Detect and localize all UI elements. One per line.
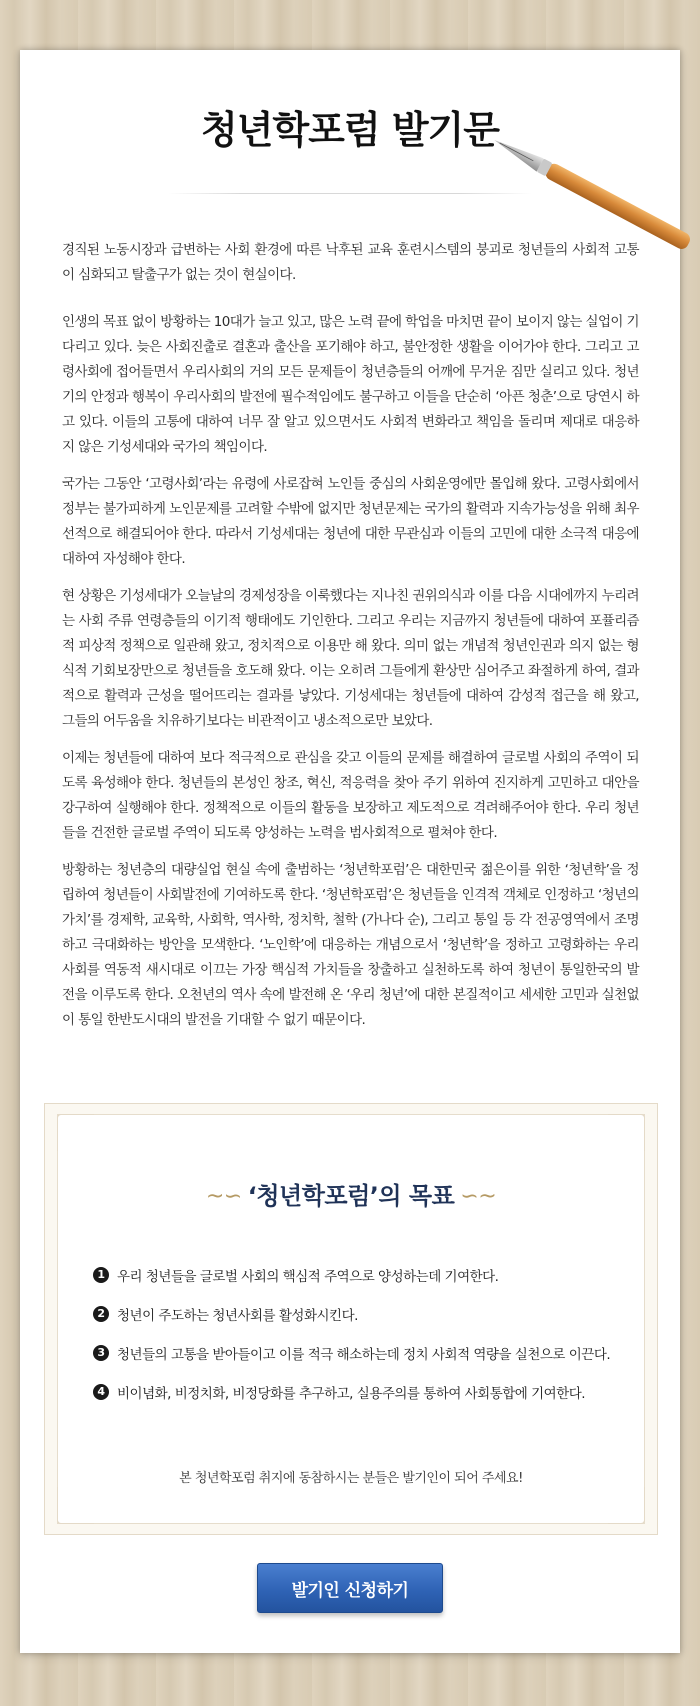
goal-text: 우리 청년들을 글로벌 사회의 핵심적 주역으로 양성하는데 기여한다. [117, 1268, 499, 1285]
goal-item [93, 1294, 613, 1333]
page-title: 청년학포럼 발기문 [201, 108, 499, 152]
declaration-body [62, 238, 639, 1045]
paragraph: 경직된 노동시장과 급변하는 사회 환경에 따른 낙후된 교육 훈련시스템의 붕괴로 청년들의 사회적 고통이 심화되고 탈출구가 없는 것이 현실이다. [62, 242, 639, 283]
goal-number-badge: 1 [93, 1267, 109, 1283]
corner-ornament [608, 1114, 645, 1151]
goal-item [93, 1255, 613, 1294]
swirl-ornament-icon: ∽~ [460, 1184, 497, 1209]
goal-number-badge: 2 [93, 1306, 109, 1322]
goal-number-badge: 4 [93, 1384, 109, 1400]
apply-founder-button[interactable]: 발기인 신청하기 [257, 1563, 443, 1613]
corner-ornament [608, 1487, 645, 1524]
corner-ornament [57, 1487, 94, 1524]
goal-text: 비이념화, 비정치화, 비정당화를 추구하고, 실용주의를 통하여 사회통합에 기여한다. [117, 1385, 586, 1402]
paragraph: 인생의 목표 없이 방황하는 10대가 늘고 있고, 많은 노력 끝에 학업을 마치면 끝이 보이지 않는 실업이 기다리고 있다. 늦은 사회진출로 결혼과 출산을 포기해야 하고, 불안정한 생활을 이어가야 한다. 그리고 고령사회에 접어들면서 우리사회의 거의 모든 문제들이 청년층들의 어깨에 무거운 짐만 실리고 있다. 청년기의 안정과 행복이 우리사회의 발전에 필수적임에도 불구하고 이들을 단순히 ‘아픈 청춘’으로 당연시 하고 있다. 이들의 고통에 대하여 너무 잘 알고 있으면서도 사회적 변화라고 책임을 돌리며 제대로 대응하지 않은 기성세대와 국가의 책임이다. [62, 314, 639, 455]
corner-ornament [57, 1114, 94, 1151]
paragraph: 현 상황은 기성세대가 오늘날의 경제성장을 이룩했다는 지나친 권위의식과 이를 다음 시대에까지 누리려는 사회 주류 연령층들의 이기적 행태에도 기인한다. 그리고 우리는 지금까지 청년들에 대하여 포퓰리즘적 피상적 정책으로 일관해 왔고, 정치적으로 이용만 해 왔다. 의미 없는 개념적 청년인권과 의지 없는 형식적 기회보장만으로 청년들을 호도해 왔다. 이는 오히려 그들에게 환상만 심어주고 좌절하게 하여, 결과적으로 활력과 근성을 떨어뜨리는 결과를 낳았다. 기성세대는 청년들에 대하여 감성적 접근을 해 왔고, 그들의 어두움을 치유하기보다는 비관적이고 냉소적으로만 보았다. [62, 588, 639, 729]
title-divider [168, 193, 532, 194]
paragraph: 국가는 그동안 ‘고령사회’라는 유령에 사로잡혀 노인들 중심의 사회운영에만 몰입해 왔다. 고령사회에서 정부는 불가피하게 노인문제를 고려할 수밖에 없지만 청년문제는 국가의 활력과 지속가능성을 위해 최우선적으로 해결되어야 한다. 따라서 기성세대는 청년에 대한 무관심과 이들의 고민에 대한 소극적 대응에 대하여 자성해야 한다. [62, 476, 639, 567]
invitation-note: 본 청년학포럼 취지에 동참하시는 분들은 발기인이 되어 주세요! [179, 1471, 523, 1486]
goals-heading-text: ‘청년학포럼’의 목표 [247, 1182, 455, 1210]
paragraph: 방황하는 청년층의 대량실업 현실 속에 출범하는 ‘청년학포럼’은 대한민국 젊은이를 위한 ‘청년학’을 정립하여 청년들이 사회발전에 기여하도록 한다. ‘청년학포럼’은 청년들을 인격적 객체로 인정하고 ‘청년의 가치’를 경제학, 교육학, 사회학, 역사학, 정치학, 철학 (가나다 순), 그리고 통일 등 각 전공영역에서 조명하고 극대화하는 방안을 모색한다. ‘노인학’에 대응하는 개념으로서 ‘청년학’을 정하고 고령화하는 우리사회를 역동적 새시대로 이끄는 가장 핵심적 가치들을 창출하고 실천하도록 하여 청년이 통일한국의 발전을 이루도록 한다. 오천년의 역사 속에 발전해 온 ‘우리 청년’에 대한 본질적이고 세세한 고민과 실천없이 통일 한반도시대의 발전을 기대할 수 없기 때문이다. [62, 862, 639, 1028]
goal-item [93, 1333, 613, 1372]
goal-text: 청년이 주도하는 청년사회를 활성화시킨다. [117, 1307, 358, 1324]
paragraph: 이제는 청년들에 대하여 보다 적극적으로 관심을 갖고 이들의 문제를 해결하여 글로벌 사회의 주역이 되도록 육성해야 한다. 청년들의 본성인 창조, 혁신, 적응력을 찾아 주기 위하여 진지하게 고민하고 대안을 강구하여 실행해야 한다. 정책적으로 이들의 활동을 보장하고 제도적으로 격려해주어야 한다. 우리 청년들을 건전한 글로벌 주역이 되도록 양성하는 노력을 범사회적으로 펼쳐야 한다. [62, 750, 639, 841]
fountain-pen-icon [488, 138, 700, 250]
goals-list [93, 1255, 613, 1411]
goals-heading [58, 1179, 644, 1214]
goal-text: 청년들의 고통을 받아들이고 이를 적극 해소하는데 정치 사회적 역량을 실천으로 이끈다. [117, 1346, 611, 1363]
goal-item [93, 1372, 613, 1411]
goal-number-badge: 3 [93, 1345, 109, 1361]
swirl-ornament-icon: ~∽ [205, 1184, 242, 1209]
goals-panel-inner [57, 1114, 645, 1524]
goals-panel [44, 1103, 658, 1535]
